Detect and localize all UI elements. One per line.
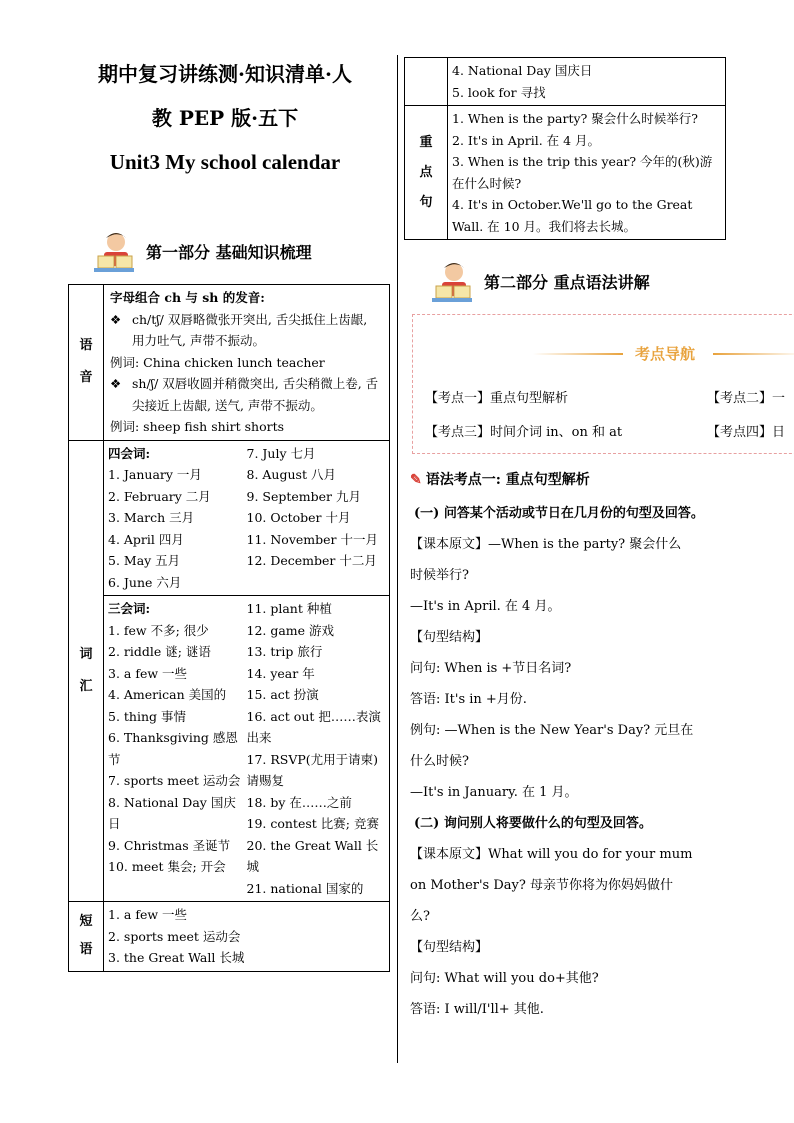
diamond-bullet-icon: ❖ <box>110 376 122 391</box>
grammar-section <box>410 466 740 1025</box>
exam-point-navigation <box>412 314 794 454</box>
nav-title-line-left <box>533 353 623 355</box>
phrase-item: 2. sports meet 运动会 <box>108 928 241 944</box>
three-word-item: 11. plant 种植 <box>246 601 332 616</box>
three-word-item: 13. trip 旅行 <box>246 644 323 659</box>
four-words-heading: 四会词: <box>108 445 151 461</box>
ch-rule: ch/tʃ/ 双唇略微张开突出, 舌尖抵住上齿龈, 用力吐气, 声带不振动。 <box>132 311 368 348</box>
part2-title: 第二部分 重点语法讲解 <box>484 272 650 292</box>
grammar-line: 【课本原文】—When is the party? 聚会什么 <box>410 537 682 552</box>
grammar-line: 问句: When is +节日名词? <box>410 661 572 676</box>
pronunciation-row <box>69 285 390 441</box>
key-sentence: 1. When is the party? 聚会什么时候举行? <box>452 111 698 126</box>
grammar-line: 例句: —When is the New Year's Day? 元旦在 <box>410 723 694 738</box>
phrase-item: 5. look for 寻找 <box>452 84 546 100</box>
reading-kid-icon <box>90 228 138 274</box>
grammar-line: on Mother's Day? 母亲节你将为你妈妈做什 <box>410 878 673 893</box>
phrase-item: 4. National Day 国庆日 <box>452 63 593 78</box>
three-word-item: 1. few 不多; 很少 <box>108 622 209 638</box>
column-divider <box>397 55 398 1063</box>
three-word-item: 2. riddle 谜; 谜语 <box>108 644 211 659</box>
doc-title-line2: 教 PEP 版·五下 <box>151 106 299 130</box>
nav-point-4[interactable]: 【考点四】日 <box>707 425 786 440</box>
nav-title: 考点导航 <box>635 345 696 363</box>
four-word-item: 10. October 十月 <box>246 510 351 525</box>
vocab-three-row <box>69 596 390 902</box>
grammar-line: 么? <box>410 909 430 924</box>
three-word-item: 14. year 年 <box>246 665 315 681</box>
vocab-four-row <box>69 440 390 596</box>
grammar-line: —It's in January. 在 1 月。 <box>410 785 578 800</box>
part2-heading <box>428 258 650 304</box>
key-sentence: 2. It's in April. 在 4 月。 <box>452 132 601 148</box>
key-sentences-side-label: 重 点 句 <box>405 106 448 240</box>
three-word-item: 10. meet 集会; 开会 <box>108 859 226 874</box>
phrase-item: 1. a few 一些 <box>108 907 188 922</box>
four-word-item: 1. January 一月 <box>108 467 202 482</box>
three-word-item: 7. sports meet 运动会 <box>108 773 241 788</box>
nav-title-line-right <box>713 353 794 355</box>
reading-kid-icon <box>428 258 476 304</box>
phrase-item: 3. the Great Wall 长城 <box>108 950 245 965</box>
grammar-line: 【句型结构】 <box>410 940 489 955</box>
three-word-item: 8. National Day 国庆日 <box>108 794 236 831</box>
doc-title-line3: Unit3 My school calendar <box>109 150 341 174</box>
grammar-line: 【句型结构】 <box>410 630 489 645</box>
phrases-continued-row <box>405 58 726 106</box>
nav-point-2[interactable]: 【考点二】一 <box>707 391 786 406</box>
grammar-line: 答语: I will/I'll+ 其他. <box>410 1002 544 1017</box>
grammar-line: —It's in April. 在 4 月。 <box>410 599 561 614</box>
four-word-item: 2. February 二月 <box>108 488 211 504</box>
three-word-item: 21. national 国家的 <box>246 880 364 896</box>
three-word-item: 4. American 美国的 <box>108 687 227 702</box>
three-word-item: 18. by 在……之前 <box>246 794 352 810</box>
grammar-line: 什么时候? <box>410 754 469 769</box>
pen-icon: ✎ <box>410 472 422 488</box>
sh-rule: sh/ʃ/ 双唇收圆并稍微突出, 舌尖稍微上卷, 舌尖接近上齿龈, 送气, 声带不振动。 <box>132 376 379 413</box>
four-word-item: 11. November 十一月 <box>246 531 378 547</box>
grammar-line: 答语: It's in +月份. <box>410 692 527 707</box>
grammar-line: 【课本原文】What will you do for your mum <box>410 847 693 862</box>
key-sentence: 3. When is the trip this year? 今年的(秋)游在什么时候? <box>452 154 713 191</box>
four-word-item: 4. April 四月 <box>108 531 184 547</box>
three-word-item: 12. game 游戏 <box>246 622 335 638</box>
four-word-item: 7. July 七月 <box>246 445 316 461</box>
four-word-item: 12. December 十二月 <box>246 553 377 568</box>
four-word-item: 9. September 九月 <box>246 488 361 504</box>
three-word-item: 9. Christmas 圣诞节 <box>108 837 231 853</box>
part1-title: 第一部分 基础知识梳理 <box>146 242 312 262</box>
nav-point-3[interactable]: 【考点三】时间介词 in、on 和 at <box>425 425 623 440</box>
three-word-item: 19. contest 比赛; 竞赛 <box>246 816 379 831</box>
three-word-item: 20. the Great Wall 长城 <box>246 837 379 874</box>
key-sentence: 4. It's in October.We'll go to the Great Wall. 在 10 月。我们将去长城。 <box>452 197 693 234</box>
knowledge-table-left <box>68 284 390 972</box>
grammar-heading: 语法考点一: 重点句型解析 <box>425 472 590 488</box>
pronunciation-side-label: 语 音 <box>69 285 104 441</box>
four-word-item: 3. March 三月 <box>108 510 195 525</box>
grammar-sub2: (二) 询问别人将要做什么的句型及回答。 <box>414 816 652 831</box>
three-word-item: 6. Thanksgiving 感恩节 <box>108 730 238 767</box>
four-word-item: 6. June 六月 <box>108 574 182 590</box>
phrases-side-label: 短 语 <box>69 902 104 972</box>
grammar-line: 时候举行? <box>410 568 469 583</box>
key-sentences-row <box>405 106 726 240</box>
diamond-bullet-icon: ❖ <box>110 311 122 327</box>
three-word-item: 17. RSVP(尤用于请柬)请赐复 <box>246 751 379 788</box>
grammar-line: 问句: What will you do+其他? <box>410 971 599 986</box>
part1-heading <box>90 228 312 274</box>
four-word-item: 5. May 五月 <box>108 553 181 568</box>
phrases-row <box>69 902 390 972</box>
three-word-item: 15. act 扮演 <box>246 687 319 702</box>
nav-point-1[interactable]: 【考点一】重点句型解析 <box>425 391 569 406</box>
pronunciation-heading: 字母组合 ch 与 sh 的发音: <box>110 290 265 305</box>
three-word-item: 5. thing 事情 <box>108 708 186 724</box>
grammar-sub1: (一) 问答某个活动或节日在几月份的句型及回答。 <box>414 506 704 521</box>
doc-title-line1: 期中复习讲练测·知识清单·人 <box>98 62 352 86</box>
sh-examples: 例词: sheep fish shirt shorts <box>110 419 285 434</box>
vocab-side-label: 词 汇 <box>69 440 104 902</box>
three-word-item: 3. a few 一些 <box>108 665 188 681</box>
three-word-item: 16. act out 把……表演出来 <box>246 708 381 745</box>
ch-examples: 例词: China chicken lunch teacher <box>110 354 325 370</box>
four-word-item: 8. August 八月 <box>246 467 336 482</box>
three-words-heading: 三会词: <box>108 601 151 616</box>
knowledge-table-right <box>404 57 726 240</box>
